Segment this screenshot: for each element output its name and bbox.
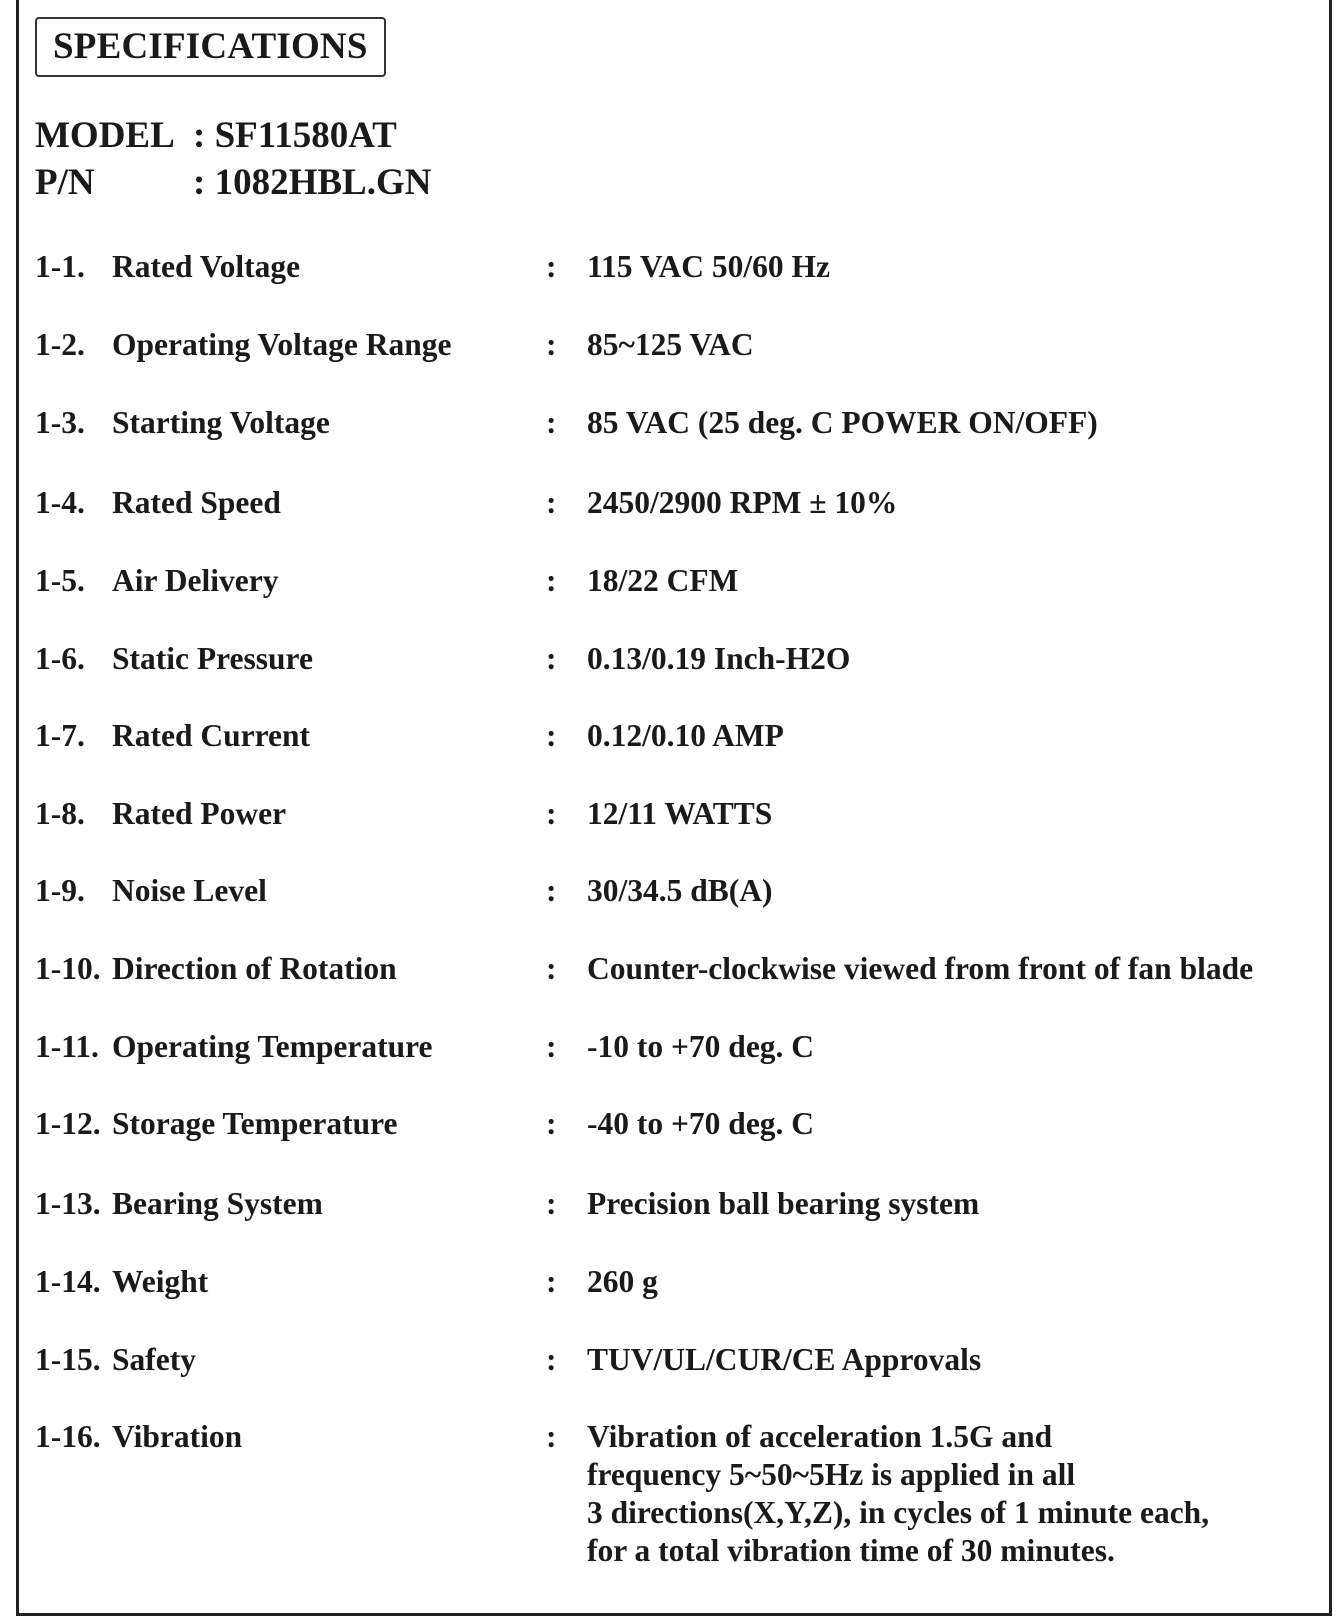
spec-label: Rated Power — [112, 796, 287, 831]
spec-value-line: for a total vibration time of 30 minutes. — [587, 1533, 1115, 1568]
spec-value: Precision ball bearing system — [587, 1186, 980, 1221]
spec-colon: : — [546, 1029, 557, 1064]
spec-colon: : — [546, 1186, 557, 1221]
spec-number: 1-1. — [35, 249, 85, 284]
spec-value: 85 VAC (25 deg. C POWER ON/OFF) — [587, 405, 1098, 440]
spec-value: 12/11 WATTS — [587, 796, 773, 831]
spec-value: -40 to +70 deg. C — [587, 1106, 815, 1141]
spec-colon: : — [546, 796, 557, 831]
spec-colon: : — [546, 1342, 557, 1377]
spec-colon: : — [546, 873, 557, 908]
spec-number: 1-6. — [35, 641, 85, 676]
spec-label: Rated Current — [112, 718, 311, 753]
spec-value: 2450/2900 RPM ± 10% — [587, 485, 898, 520]
model-value: : SF11580AT — [193, 115, 397, 156]
spec-number: 1-12. — [35, 1106, 101, 1141]
spec-label: Operating Temperature — [112, 1029, 433, 1064]
spec-value: 0.12/0.10 AMP — [587, 718, 784, 753]
spec-label: Bearing System — [112, 1186, 323, 1221]
pn-label: P/N — [35, 162, 95, 203]
spec-number: 1-5. — [35, 563, 85, 598]
spec-value: 115 VAC 50/60 Hz — [587, 249, 830, 284]
page-title: SPECIFICATIONS — [35, 17, 386, 77]
spec-number: 1-4. — [35, 485, 85, 520]
spec-label: Safety — [112, 1342, 196, 1377]
spec-number: 1-14. — [35, 1264, 101, 1299]
spec-value: 18/22 CFM — [587, 563, 739, 598]
spec-number: 1-3. — [35, 405, 85, 440]
spec-number: 1-16. — [35, 1419, 101, 1454]
spec-number: 1-7. — [35, 718, 85, 753]
spec-number: 1-8. — [35, 796, 85, 831]
spec-colon: : — [546, 405, 557, 440]
pn-line — [35, 161, 431, 204]
spec-colon: : — [546, 485, 557, 520]
spec-number: 1-2. — [35, 327, 85, 362]
spec-colon: : — [546, 327, 557, 362]
spec-label: Direction of Rotation — [112, 951, 397, 986]
spec-label: Static Pressure — [112, 641, 313, 676]
spec-value-line: 3 directions(X,Y,Z), in cycles of 1 minute each, — [587, 1495, 1210, 1530]
spec-label: Air Delivery — [112, 563, 279, 598]
spec-value-line: frequency 5~50~5Hz is applied in all — [587, 1457, 1076, 1492]
spec-colon: : — [546, 641, 557, 676]
spec-value: 0.13/0.19 Inch-H2O — [587, 641, 851, 676]
spec-label: Storage Temperature — [112, 1106, 398, 1141]
spec-number: 1-13. — [35, 1186, 101, 1221]
spec-label: Rated Voltage — [112, 249, 301, 284]
spec-value: 30/34.5 dB(A) — [587, 873, 773, 908]
spec-number: 1-15. — [35, 1342, 101, 1377]
model-label: MODEL — [35, 115, 175, 156]
spec-value: TUV/UL/CUR/CE Approvals — [587, 1342, 982, 1377]
spec-value: 260 g — [587, 1264, 658, 1299]
model-line — [35, 114, 397, 157]
spec-value: 85~125 VAC — [587, 327, 754, 362]
spec-label: Weight — [112, 1264, 209, 1299]
spec-colon: : — [546, 249, 557, 284]
spec-value — [587, 1418, 1287, 1570]
spec-label: Vibration — [112, 1419, 243, 1454]
spec-label: Operating Voltage Range — [112, 327, 452, 362]
spec-value: Counter-clockwise viewed from front of fan blade — [587, 951, 1254, 986]
spec-label: Rated Speed — [112, 485, 281, 520]
spec-colon: : — [546, 1419, 557, 1454]
pn-value: : 1082HBL.GN — [193, 162, 432, 203]
spec-colon: : — [546, 1264, 557, 1299]
spec-value-line: Vibration of acceleration 1.5G and — [587, 1419, 1053, 1454]
spec-number: 1-11. — [35, 1029, 99, 1064]
spec-number: 1-10. — [35, 951, 101, 986]
spec-label: Noise Level — [112, 873, 267, 908]
spec-number: 1-9. — [35, 873, 85, 908]
spec-value: -10 to +70 deg. C — [587, 1029, 815, 1064]
spec-label: Starting Voltage — [112, 405, 330, 440]
spec-colon: : — [546, 563, 557, 598]
spec-colon: : — [546, 1106, 557, 1141]
spec-colon: : — [546, 718, 557, 753]
spec-colon: : — [546, 951, 557, 986]
